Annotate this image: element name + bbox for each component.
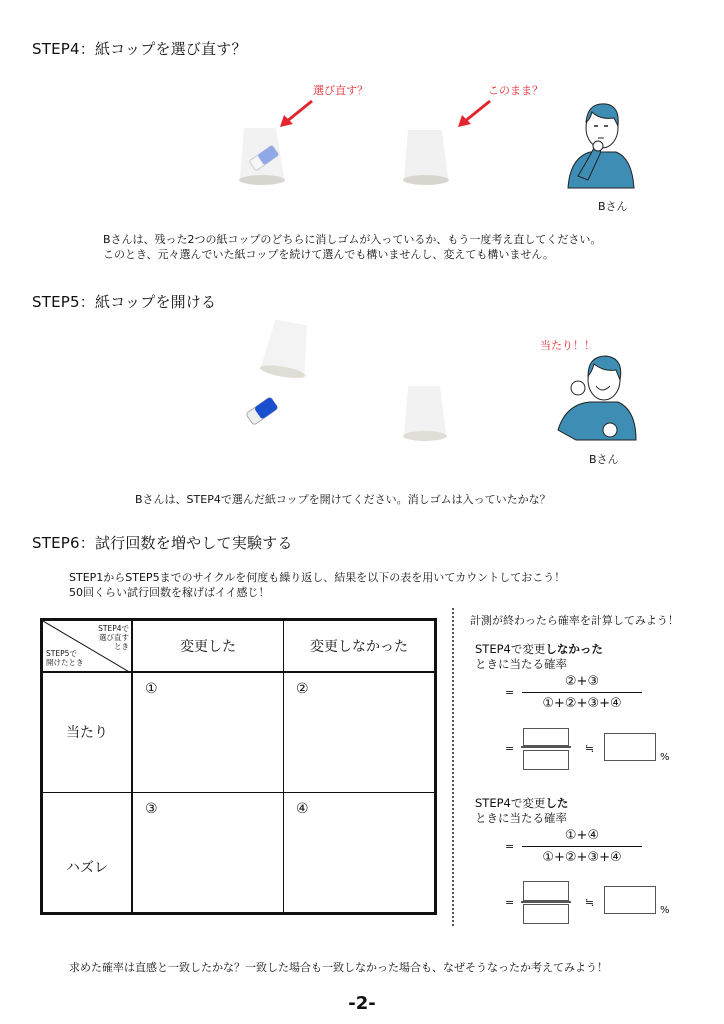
change-numerator: ①+④ <box>564 828 600 843</box>
percent-sign: % <box>660 905 670 916</box>
reflection-text: 求めた確率は直感と一致したかな？一致した場合も一致しなかった場合も、なぜそうなったか考えてみよう！ <box>69 961 608 974</box>
corner-top-line: 選び直す <box>99 633 129 642</box>
percent-input-box[interactable] <box>604 886 656 914</box>
change-denominator: ①+②+③+④ <box>542 850 622 865</box>
no-change-numerator: ②+③ <box>564 674 600 689</box>
step4-description-line1: Bさんは、残った2つの紙コップのどちらに消しゴムが入っているか、もう一度考え直してください。 <box>103 233 602 246</box>
step5-exclaim: 当たり！！ <box>540 339 595 352</box>
page-number: -2- <box>348 993 376 1014</box>
person-label: Bさん <box>598 200 628 213</box>
step4-description-line2: このとき、元々選んでいた紙コップを続けて選んでも構いませんし、変えても構いません。 <box>103 248 554 261</box>
corner-top-line: とき <box>114 642 129 651</box>
numerator-input-box[interactable] <box>523 728 569 746</box>
approx-sign: ≒ <box>585 896 595 909</box>
person-label: Bさん <box>589 453 619 466</box>
step4-title: STEP4：紙コップを選び直す？ <box>32 40 247 58</box>
table-row <box>42 672 436 793</box>
dotted-divider <box>452 608 454 926</box>
change-title <box>475 796 568 811</box>
cell-number: ① <box>145 680 158 697</box>
paper-cup-with-eraser-icon <box>236 126 292 190</box>
equals-sign: = <box>505 742 515 755</box>
approx-sign: ≒ <box>585 742 595 755</box>
no-change-subtitle: ときに当たる確率 <box>475 657 567 671</box>
cell-number: ② <box>296 680 309 697</box>
percent-input-box[interactable] <box>604 733 656 761</box>
person-cheering-icon <box>554 352 640 444</box>
paper-cup-lifted-icon <box>256 320 318 386</box>
step4-label-keep: このまま？ <box>488 84 543 97</box>
eraser-icon <box>244 394 280 428</box>
corner-bottom-line: 開けたとき <box>46 657 84 667</box>
tally-cell-3[interactable] <box>132 793 284 914</box>
arrow-icon <box>454 98 494 130</box>
row-label-miss: ハズレ <box>42 793 133 914</box>
column-header-changed: 変更した <box>132 620 284 672</box>
change-subtitle: ときに当たる確率 <box>475 811 567 825</box>
fraction-line <box>521 901 571 903</box>
denominator-input-box[interactable] <box>523 904 569 924</box>
fraction-line <box>522 692 642 693</box>
title-prefix: STEP4で変更 <box>475 642 546 656</box>
row-label-hit: 当たり <box>42 672 133 793</box>
person-thinking-icon <box>560 96 640 192</box>
step5-description: Bさんは、STEP4で選んだ紙コップを開けてください。消しゴムは入っていたかな？ <box>135 493 551 506</box>
step6-description-line1: STEP1からSTEP5までのサイクルを何度も繰り返し、結果を以下の表を用いてカウントしておこう！ <box>69 571 566 584</box>
calc-intro: 計測が終わったら確率を計算してみよう！ <box>470 614 679 627</box>
no-change-title <box>475 642 603 657</box>
no-change-denominator: ①+②+③+④ <box>542 696 622 711</box>
step6-title: STEP6：試行回数を増やして実験する <box>32 534 293 552</box>
tally-cell-4[interactable] <box>284 793 436 914</box>
step6-description-line2: 50回くらい試行回数を稼げばイイ感じ！ <box>69 586 270 599</box>
step5-title: STEP5：紙コップを開ける <box>32 293 217 311</box>
corner-bottom-line: STEP5で <box>46 648 77 658</box>
paper-cup-icon <box>400 384 452 444</box>
table-corner-header <box>42 620 133 672</box>
equals-sign: = <box>505 840 515 853</box>
tally-table <box>40 618 437 915</box>
fraction-line <box>522 846 642 847</box>
corner-top-label <box>98 624 129 651</box>
title-bold: した <box>545 796 569 810</box>
corner-top-line: STEP4で <box>98 624 129 633</box>
equals-sign: = <box>505 686 515 699</box>
fraction-line <box>521 746 571 748</box>
denominator-input-box[interactable] <box>523 750 569 770</box>
step4-label-reselect: 選び直す？ <box>313 84 368 97</box>
corner-bottom-label <box>46 649 84 667</box>
equals-sign: = <box>505 896 515 909</box>
table-row <box>42 793 436 914</box>
column-header-not-changed: 変更しなかった <box>284 620 436 672</box>
percent-sign: % <box>660 752 670 763</box>
tally-cell-2[interactable] <box>284 672 436 793</box>
title-prefix: STEP4で変更 <box>475 796 546 810</box>
cell-number: ④ <box>296 801 309 817</box>
tally-cell-1[interactable] <box>132 672 284 793</box>
cell-number: ③ <box>145 801 158 817</box>
paper-cup-icon <box>400 128 456 190</box>
title-bold: しなかった <box>545 642 603 656</box>
numerator-input-box[interactable] <box>523 881 569 901</box>
